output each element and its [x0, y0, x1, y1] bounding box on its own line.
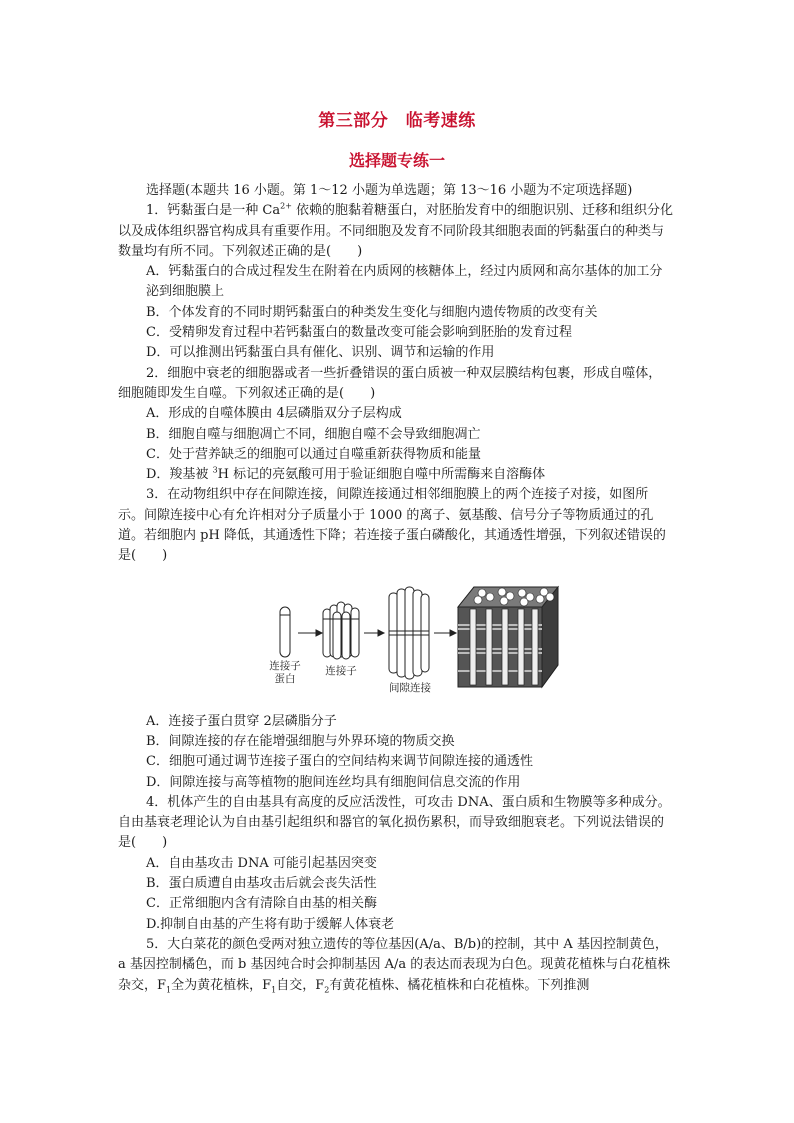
arrow-2-icon [364, 630, 384, 636]
question-4-stem: 4．机体产生的自由基具有高度的反应活泼性，可攻击 DNA、蛋白质和生物膜等多种成分。自由基衰老理论认为自由基引起组织和器官的氧化损伤累积，而导致细胞衰老。下列说法错误的是( ) [118, 794, 671, 851]
q1-option-b: B．个体发育的不同时期钙黏蛋白的种类发生变化与细胞内遗传物质的改变有关 [146, 304, 598, 320]
q3-option-c: C．细胞可通过调节连接子蛋白的空间结构来调节间隙连接的通透性 [146, 754, 533, 770]
figure-label-connexon: 连接子 [325, 664, 357, 677]
connexon-drawing [323, 602, 359, 659]
q3-option-b: B．间隙连接的存在能增强细胞与外界环境的物质交换 [146, 733, 455, 749]
q4-option-a: A．自由基攻击 DNA 可能引起基因突变 [146, 855, 377, 871]
q1-stem-part-a: 1．钙黏蛋白是一种 Ca [146, 203, 281, 219]
q2-option-d-part-a: D．羧基被 [146, 467, 213, 483]
q5-stem-part-c: 自交，F [276, 977, 325, 993]
question-5-stem [118, 935, 674, 996]
q4-option-b: B．蛋白质遭自由基攻击后就会丧失活性 [146, 876, 377, 892]
q2-option-d-part-b: H 标记的亮氨酸可用于验证细胞自噬中所需酶来自溶酶体 [217, 467, 546, 483]
intro-text: 选择题(本题共 16 小题。第 1～12 小题为单选题；第 13～16 小题为不定项选择题) [146, 183, 633, 198]
q2-option-d-superscript: 3 [212, 465, 218, 475]
arrow-3-icon [434, 630, 456, 636]
q2-option-c: C．处于营养缺乏的细胞可以通过自噬重新获得物质和能量 [146, 446, 481, 462]
q5-subscript-1: 1 [166, 985, 172, 995]
gap-junction-figure [118, 585, 674, 703]
q2-option-d [118, 465, 674, 485]
document-body [118, 181, 674, 996]
q4-option-c: C．正常细胞内含有清除自由基的相关酶 [146, 896, 377, 912]
figure-label-connexin-protein: 连接子 蛋白 [269, 659, 301, 685]
question-1-stem [118, 201, 674, 262]
exercise-title: 选择题专练一 [348, 151, 445, 170]
q5-subscript-3: 2 [324, 985, 330, 995]
q5-stem-part-b: 全为黄花植株，F [171, 977, 272, 993]
q1-option-d: D．可以推测出钙黏蛋白具有催化、识别、调节和运输的作用 [146, 345, 495, 361]
q5-stem-part-a: 5．大白菜花的颜色受两对独立遗传的等位基因(A/a、B/b)的控制，其中 A 基因控制黄色，a 基因控制橘色，而 b 基因纯合时会抑制基因 A/a 的表达而表现为白色。现黄花植株与白花植株杂交，F [118, 936, 671, 993]
q3-option-a: A．连接子蛋白贯穿 2层磷脂分子 [146, 713, 337, 729]
membrane-block-drawing [458, 587, 558, 687]
q5-stem-part-d: 有黄花植株、橘花植株和白花植株。下列推测 [329, 977, 590, 993]
q5-subscript-2: 1 [271, 985, 277, 995]
q1-option-c: C．受精卵发育过程中若钙黏蛋白的数量改变可能会影响到胚胎的发育过程 [146, 325, 572, 341]
arrow-1-icon [298, 630, 322, 636]
q2-option-b: B．细胞自噬与细胞凋亡不同，细胞自噬不会导致细胞凋亡 [146, 426, 481, 442]
q1-stem-part-b: 依赖的胞黏着糖蛋白，对胚胎发育中的细胞识别、迁移和组织分化以及成体组织器官构成具有重要作用。不同细胞及发育不同阶段其细胞表面的钙黏蛋白的种类与数量均有所不同。下列叙述正确的是( ) [118, 203, 674, 259]
gap-junction-drawing [389, 587, 429, 679]
question-2-stem: 2．细胞中衰老的细胞器或者一些折叠错误的蛋白质被一种双层膜结构包裹，形成自噬体，细胞随即发生自噬。下列叙述正确的是( ) [118, 365, 662, 401]
q1-superscript: 2+ [280, 201, 292, 211]
q3-option-d: D．间隙连接与高等植物的胞间连丝均具有细胞间信息交流的作用 [146, 774, 521, 790]
section-title: 第三部分 临考速练 [318, 111, 476, 131]
q1-option-a: A．钙黏蛋白的合成过程发生在附着在内质网的核糖体上，经过内质网和高尔基体的加工分泌到细胞膜上 [146, 264, 663, 300]
q2-option-a: A．形成的自噬体膜由 4层磷脂双分子层构成 [146, 406, 402, 422]
question-3-stem: 3．在动物组织中存在间隙连接，间隙连接通过相邻细胞膜上的两个连接子对接，如图所示。间隙连接中心有允许相对分子质量小于 1000 的离子、氨基酸、信号分子等物质通过的孔道。若细胞内 pH 降低，其通透性下降；若连接子蛋白磷酸化，其通透性增强，下列叙述错误的是( ) [118, 487, 666, 564]
figure-label-gap-junction: 间隙连接 [389, 681, 431, 694]
connexin-protein-drawing [280, 607, 290, 657]
q4-option-d: D.抑制自由基的产生将有助于缓解人体衰老 [146, 916, 395, 932]
